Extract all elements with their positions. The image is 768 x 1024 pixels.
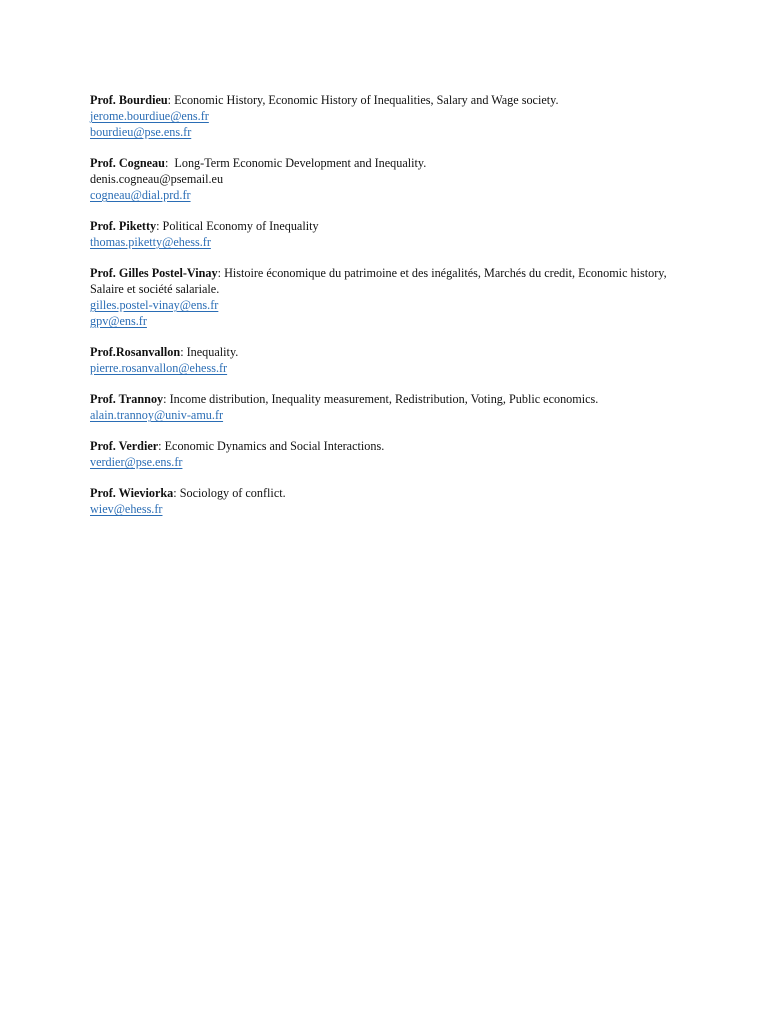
- professor-entry-piketty: [90, 218, 690, 250]
- name-separator: :: [163, 392, 170, 406]
- email-link[interactable]: jerome.bourdiue@ens.fr: [90, 109, 209, 123]
- professor-entry-bourdieu: [90, 92, 690, 140]
- research-fields: Economic History, Economic History of Inequalities, Salary and Wage society.: [174, 93, 559, 107]
- professor-name: Prof. Trannoy: [90, 392, 164, 406]
- professor-contact-list: [90, 92, 690, 532]
- research-fields: Economic Dynamics and Social Interactions.: [164, 439, 385, 453]
- professor-line: [90, 485, 690, 501]
- research-fields: Long-Term Economic Development and Inequality.: [174, 156, 427, 170]
- email-link[interactable]: verdier@pse.ens.fr: [90, 455, 183, 469]
- email-link[interactable]: wiev@ehess.fr: [90, 502, 163, 516]
- professor-name: Prof. Piketty: [90, 219, 157, 233]
- name-separator: :: [217, 266, 225, 280]
- email-link[interactable]: gpv@ens.fr: [90, 314, 147, 328]
- professor-line: [90, 391, 690, 407]
- professor-line: [90, 155, 690, 171]
- research-fields: Histoire économique du patrimoine et des inégalités, Marchés du credit, Economic history, Salaire et société salariale.: [90, 266, 667, 296]
- name-separator: :: [180, 345, 187, 359]
- email-text: denis.cogneau@psemail.eu: [90, 172, 224, 186]
- email-link[interactable]: alain.trannoy@univ-amu.fr: [90, 408, 224, 422]
- email-link[interactable]: pierre.rosanvallon@ehess.fr: [90, 361, 228, 375]
- professor-name: Prof. Cogneau: [90, 156, 165, 170]
- professor-line: [90, 344, 690, 360]
- professor-line: [90, 438, 690, 454]
- email-link[interactable]: bourdieu@pse.ens.fr: [90, 125, 192, 139]
- professor-entry-cogneau: [90, 155, 690, 203]
- professor-entry-rosanvallon: [90, 344, 690, 376]
- email-link[interactable]: cogneau@dial.prd.fr: [90, 188, 191, 202]
- professor-entry-trannoy: [90, 391, 690, 423]
- professor-entry-verdier: [90, 438, 690, 470]
- research-fields: Income distribution, Inequality measurement, Redistribution, Voting, Public economics.: [169, 392, 599, 406]
- name-separator: :: [164, 156, 175, 170]
- professor-name: Prof. Verdier: [90, 439, 159, 453]
- professor-entry-postel-vinay: [90, 265, 690, 329]
- professor-name: Prof. Wieviorka: [90, 486, 174, 500]
- name-separator: :: [156, 219, 163, 233]
- research-fields: Political Economy of Inequality: [162, 219, 319, 233]
- email-link[interactable]: thomas.piketty@ehess.fr: [90, 235, 211, 249]
- email-link[interactable]: gilles.postel-vinay@ens.fr: [90, 298, 219, 312]
- name-separator: :: [167, 93, 175, 107]
- professor-name: Prof. Bourdieu: [90, 93, 168, 107]
- research-fields: Inequality.: [186, 345, 239, 359]
- name-separator: :: [158, 439, 165, 453]
- professor-line: [90, 218, 690, 234]
- name-separator: :: [173, 486, 180, 500]
- professor-name: Prof.Rosanvallon: [90, 345, 181, 359]
- professor-entry-wieviorka: [90, 485, 690, 517]
- research-fields: Sociology of conflict.: [179, 486, 286, 500]
- professor-line: [90, 92, 690, 108]
- professor-name: Prof. Gilles Postel-Vinay: [90, 266, 218, 280]
- professor-line: [90, 265, 690, 297]
